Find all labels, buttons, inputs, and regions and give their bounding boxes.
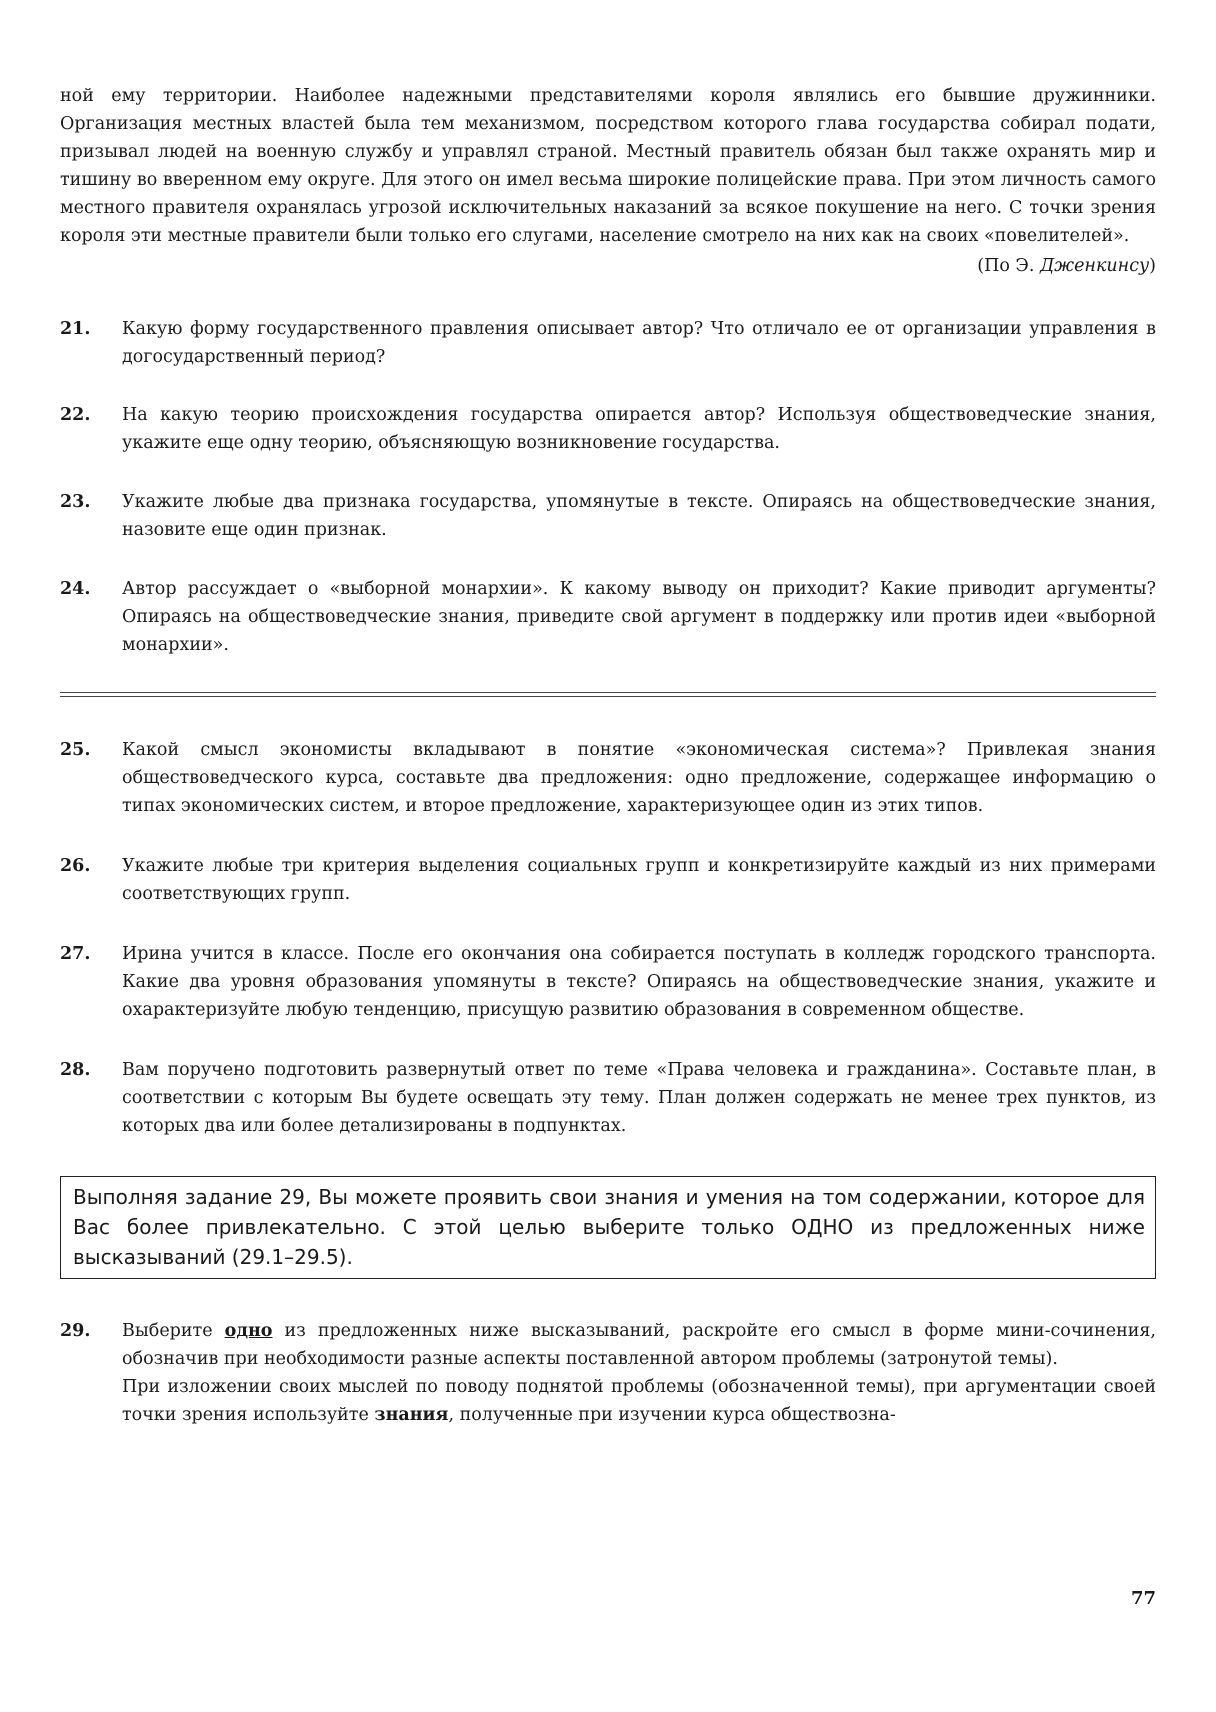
text-run: При изложении своих мыслей по поводу поднятой проблемы (обозначенной темы), при аргументации своей точки зрения используйте — [122, 1377, 1156, 1425]
emphasis-bold: знания — [374, 1405, 449, 1425]
task-29 — [60, 1317, 1156, 1429]
task-text: На какую теорию происхождения государства опирается автор? Используя обществоведческие знания, укажите еще одну теорию, объясняющую возникновение государства. — [122, 405, 1156, 453]
task-number: 25. — [60, 740, 91, 760]
task-text: Укажите любые два признака государства, упомянутые в тексте. Опираясь на обществоведческие знания, назовите еще один признак. — [122, 492, 1156, 540]
task-text: Ирина учится в классе. После его окончания она собирается поступать в колледж городского транспорта. Какие два уровня образования упомянуты в тексте? Опираясь на обществоведческие знания, укажите и охарактеризуйте любую тенденцию, присущую развитию образования в современном обществе. — [122, 944, 1156, 1020]
task-number: 21. — [60, 319, 91, 339]
task-25 — [60, 736, 1156, 820]
attribution-author: Дженкинсу — [1039, 256, 1150, 276]
emphasis-underlined: одно — [224, 1321, 273, 1341]
task-number: 29. — [60, 1321, 91, 1341]
task-29-body — [122, 1317, 1156, 1429]
task-number: 28. — [60, 1060, 91, 1080]
task-number: 24. — [60, 579, 91, 599]
instruction-box: Выполняя задание 29, Вы можете проявить свои знания и умения на том содержании, которое для Вас более привлекательно. С этой целью выберите только ОДНО из предложенных ниже высказываний (29.1–29.5). — [60, 1176, 1156, 1279]
task-27 — [60, 940, 1156, 1024]
task-29-paragraph-1 — [122, 1317, 1156, 1373]
task-number: 27. — [60, 944, 91, 964]
attribution — [60, 252, 1156, 280]
task-21 — [60, 315, 1156, 371]
task-text: Укажите любые три критерия выделения социальных групп и конкретизируйте каждый из них примерами соответствующих групп. — [122, 856, 1156, 904]
task-number: 23. — [60, 492, 91, 512]
task-24 — [60, 575, 1156, 659]
task-number: 22. — [60, 405, 91, 425]
task-22 — [60, 401, 1156, 457]
task-29-paragraph-2 — [122, 1373, 1156, 1429]
task-28 — [60, 1056, 1156, 1140]
text-run: из предложенных ниже высказываний, раскройте его смысл в форме мини-сочинения, обозначив при необходимости разные аспекты поставленной автором проблемы (затронутой темы). — [122, 1321, 1156, 1369]
intro-paragraph: ной ему территории. Наиболее надежными представителями короля являлись его бывшие дружинники. Организация местных властей была тем механизмом, посредством которого глава государства собирал подати, призывал людей на военную службу и управлял страной. Местный правитель обязан был также охранять мир и тишину во вверенном ему округе. Для этого он имел весьма широкие полицейские права. При этом личность самого местного правителя охранялась угрозой исключительных наказаний за всякое покушение на него. С точки зрения короля эти местные правители были только его слугами, население смотрело на них как на своих «повелителей». — [60, 86, 1156, 246]
page-content — [60, 82, 1156, 1429]
text-run: Выберите — [122, 1321, 225, 1341]
task-23 — [60, 488, 1156, 544]
task-text: Автор рассуждает о «выборной монархии». К какому выводу он приходит? Какие приводит аргументы? Опираясь на обществоведческие знания, приведите свой аргумент в поддержку или против идеи «выборной монархии». — [122, 579, 1156, 655]
task-26 — [60, 852, 1156, 908]
attribution-suffix: ) — [1149, 256, 1156, 276]
task-text: Какой смысл экономисты вкладывают в понятие «экономическая система»? Привлекая знания обществоведческого курса, составьте два предложения: одно предложение, содержащее информацию о типах экономических систем, и второе предложение, характеризующее один из этих типов. — [122, 740, 1156, 816]
task-text: Вам поручено подготовить развернутый ответ по теме «Права человека и гражданина». Составьте план, в соответствии с которым Вы будете освещать эту тему. План должен содержать не менее трех пунктов, из которых два или более детализированы в подпунктах. — [122, 1060, 1156, 1136]
attribution-prefix: (По Э. — [977, 256, 1040, 276]
task-number: 26. — [60, 856, 91, 876]
text-run: , полученные при изучении курса обществозна- — [448, 1405, 896, 1425]
section-divider — [60, 692, 1156, 697]
task-text: Какую форму государственного правления описывает автор? Что отличало ее от организации управления в догосударственный период? — [122, 319, 1156, 367]
page-number: 77 — [1130, 1588, 1156, 1609]
